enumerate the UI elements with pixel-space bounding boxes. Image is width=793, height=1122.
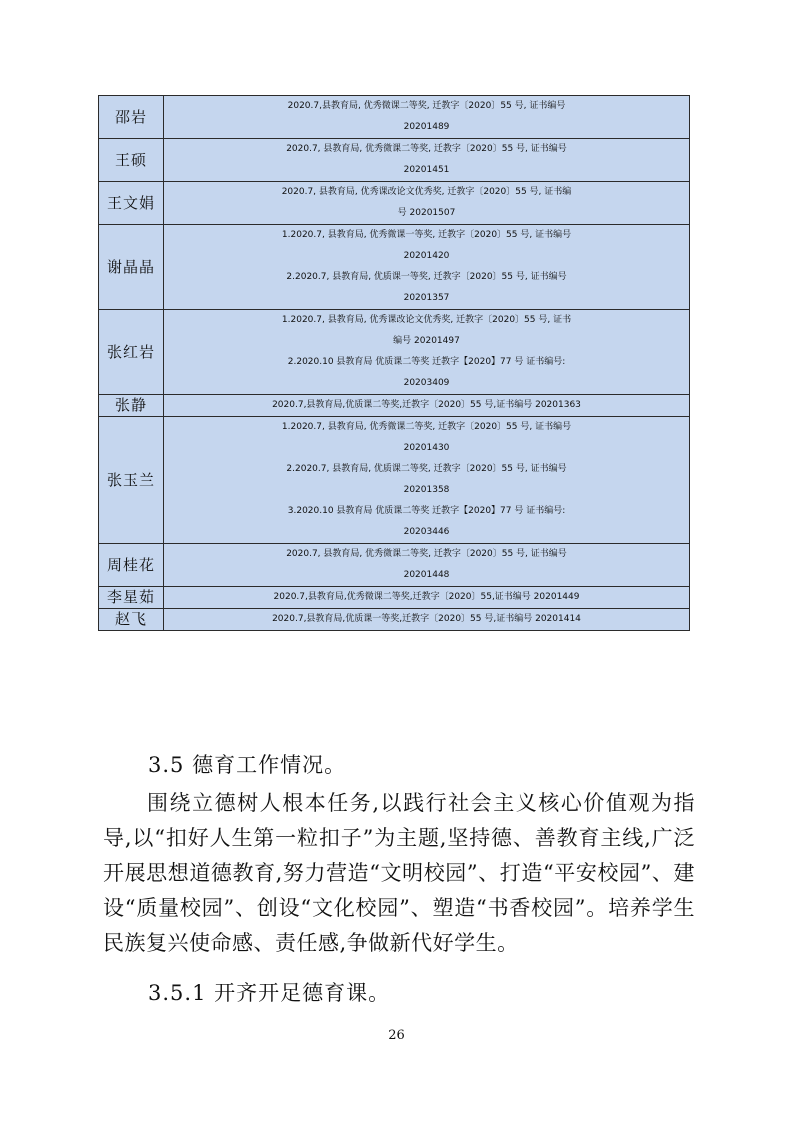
award-table-body: [99, 96, 690, 631]
award-detail-line: 2020.7,县教育局,优质课二等奖,迁教字〔2020〕55 号,证书编号 20201363: [272, 400, 581, 410]
teacher-name-cell: 张静: [99, 395, 164, 417]
table-row: [99, 96, 690, 139]
award-table: [98, 95, 690, 631]
award-detail-cell: [164, 310, 690, 395]
award-detail-line: 1.2020.7, 县教育局, 优秀微课二等奖, 迁教字〔2020〕55 号, 证书编号: [281, 422, 572, 432]
teacher-name-cell: 王文娟: [99, 182, 164, 225]
award-detail-line: 3.2020.10 县教育局 优质课二等奖 迁教字【2020】77 号 证书编号:: [287, 506, 566, 516]
award-detail-cell: [164, 139, 690, 182]
teacher-name-cell: 张玉兰: [99, 417, 164, 544]
award-detail-cell: [164, 96, 690, 139]
award-detail-line: 20201448: [403, 570, 450, 580]
award-detail-line: 2.2020.10 县教育局 优质课二等奖 迁教字【2020】77 号 证书编号:: [287, 357, 566, 367]
teacher-name-cell: 李星茹: [99, 587, 164, 609]
award-detail-line: 20201489: [403, 122, 450, 132]
table-row: [99, 182, 690, 225]
award-detail-line: 20203446: [403, 527, 450, 537]
teacher-name-cell: 张红岩: [99, 310, 164, 395]
teacher-name-cell: 周桂花: [99, 544, 164, 587]
teacher-name-cell: 赵飞: [99, 609, 164, 631]
award-detail-line: 20201358: [403, 485, 450, 495]
award-detail-line: 号 20201507: [397, 208, 456, 218]
award-detail-line: 20201357: [403, 293, 450, 303]
award-detail-cell: [164, 182, 690, 225]
table-row: [99, 310, 690, 395]
table-row: [99, 609, 690, 631]
award-detail-line: 20201420: [403, 251, 450, 261]
award-detail-line: 2020.7,县教育局,优秀微课二等奖,迁教字〔2020〕55,证书编号 20201449: [273, 592, 580, 602]
award-detail-cell: [164, 544, 690, 587]
table-row: [99, 544, 690, 587]
award-detail-cell: [164, 417, 690, 544]
award-detail-line: 2.2020.7, 县教育局, 优质课一等奖, 迁教字〔2020〕55 号, 证书编号: [286, 272, 567, 282]
page-number: 26: [388, 1028, 405, 1043]
table-row: [99, 225, 690, 310]
table-row: [99, 587, 690, 609]
award-detail-line: 20203409: [403, 378, 450, 388]
teacher-name-cell: 王硕: [99, 139, 164, 182]
award-detail-line: 2.2020.7, 县教育局, 优质课二等奖, 迁教字〔2020〕55 号, 证书编号: [286, 464, 567, 474]
award-detail-line: 20201451: [403, 165, 450, 175]
teacher-name-cell: 谢晶晶: [99, 225, 164, 310]
award-detail-cell: [164, 225, 690, 310]
award-detail-line: 2020.7, 县教育局, 优秀微课二等奖, 迁教字〔2020〕55 号, 证书编号: [286, 549, 567, 559]
award-detail-line: 2020.7, 县教育局, 优秀课改论文优秀奖, 迁教字〔2020〕55 号, 证书编: [281, 187, 572, 197]
table-row: [99, 395, 690, 417]
award-detail-line: 1.2020.7, 县教育局, 优秀课改论文优秀奖, 迁教字〔2020〕55 号, 证书: [281, 315, 572, 325]
award-detail-cell: [164, 587, 690, 609]
award-detail-line: 20201430: [403, 443, 450, 453]
award-detail-line: 2020.7,县教育局,优质课一等奖,迁教字〔2020〕55 号,证书编号 20201414: [272, 614, 581, 624]
table-row: [99, 139, 690, 182]
section-heading: 3.5 德育工作情况。: [148, 753, 347, 777]
table-row: [99, 417, 690, 544]
award-detail-cell: [164, 609, 690, 631]
award-detail-line: 2020.7, 县教育局, 优秀微课二等奖, 迁教字〔2020〕55 号, 证书编号: [286, 144, 567, 154]
award-detail-line: 编号 20201497: [393, 336, 460, 346]
award-detail-cell: [164, 395, 690, 417]
section-paragraph: 围绕立德树人根本任务,以践行社会主义核心价值观为指导,以“扣好人生第一粒扣子”为主题,坚持德、善教育主线,广泛开展思想道德教育,努力营造“文明校园”、打造“平安校园”、建设“质量校园”、创设“文化校园”、塑造“书香校园”。培养学生民族复兴使命感、责任感,争做新代好学生。: [103, 791, 695, 955]
teacher-name-cell: 邵岩: [99, 96, 164, 139]
award-detail-line: 1.2020.7, 县教育局, 优秀微课一等奖, 迁教字〔2020〕55 号, 证书编号: [281, 230, 572, 240]
section-subheading: 3.5.1 开齐开足德育课。: [148, 981, 391, 1005]
award-detail-line: 2020.7,县教育局, 优秀微课二等奖, 迁教字〔2020〕55 号, 证书编号: [287, 101, 566, 111]
